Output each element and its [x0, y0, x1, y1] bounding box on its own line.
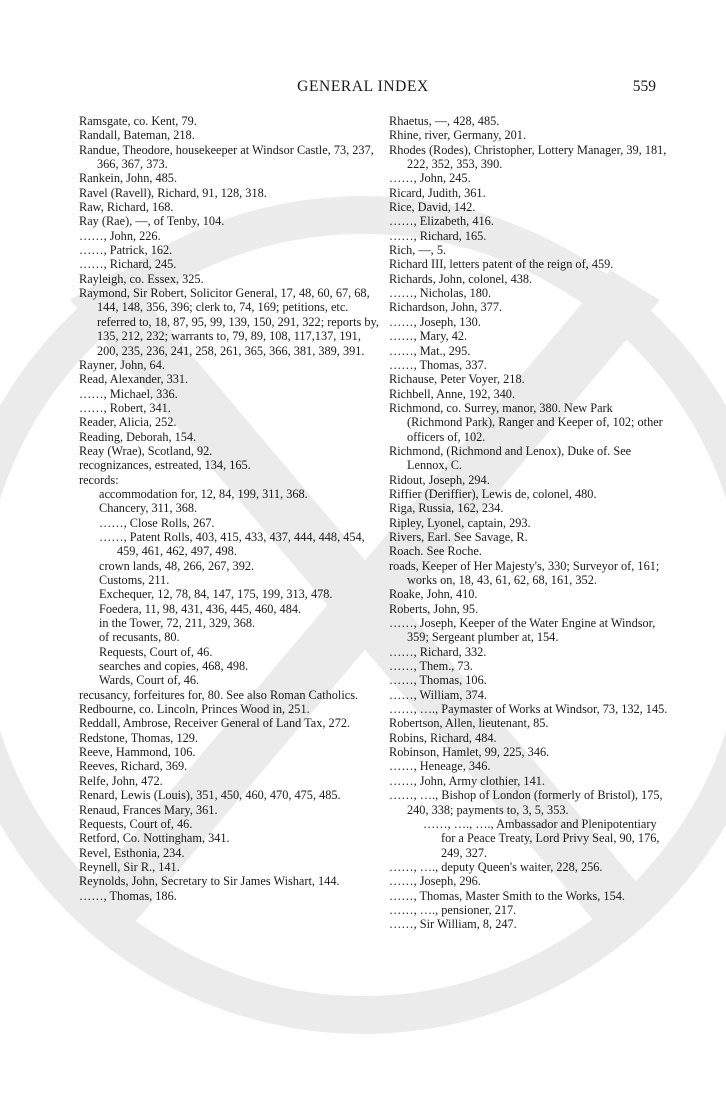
index-entry: Ridout, Joseph, 294. — [389, 472, 490, 487]
index-entry: ……, Joseph, Keeper of the Water Engine at Windsor, 359; Sergeant plumber at, 154. — [389, 616, 656, 645]
index-entry: Reynell, Sir R., 141. — [79, 859, 180, 874]
index-entry: Ripley, Lyonel, captain, 293. — [389, 515, 531, 530]
index-entry: Robinson, Hamlet, 99, 225, 346. — [389, 745, 550, 760]
index-entry: ……, …., Bishop of London (formerly of Bristol), 175, 240, 338; payments to, 3, 5, 353. — [389, 788, 663, 817]
page-number: 559 — [632, 78, 656, 95]
index-entry: Richards, John, colonel, 438. — [389, 271, 533, 286]
index-entry: searches and copies, 468, 498. — [99, 659, 249, 674]
index-entry: Rivers, Earl. See Savage, R. — [389, 529, 528, 544]
index-entry: Robins, Richard, 484. — [389, 730, 497, 745]
index-entry: Roake, John, 410. — [389, 587, 478, 602]
index-entry: Robertson, Allen, lieutenant, 85. — [389, 716, 549, 731]
index-entry: ……, …., deputy Queen's waiter, 228, 256. — [389, 859, 603, 874]
index-entry: Rankein, John, 485. — [79, 171, 178, 186]
index-entry: recusancy, forfeitures for, 80. See also Roman Catholics. — [79, 687, 359, 702]
index-entry: Reynolds, John, Secretary to Sir James Wishart, 144. — [79, 874, 340, 889]
index-entry: Rice, David, 142. — [389, 200, 476, 215]
index-entry: ……, William, 374. — [389, 687, 487, 702]
page-header — [0, 78, 726, 102]
index-entry: Relfe, John, 472. — [79, 773, 163, 788]
index-entry: ……, Sir William, 8, 247. — [389, 917, 517, 932]
index-entry: ……, John, Army clothier, 141. — [389, 773, 545, 788]
index-entry: Chancery, 311, 368. — [99, 501, 198, 516]
index-entry: in the Tower, 72, 211, 329, 368. — [99, 616, 256, 631]
index-entry: Reddall, Ambrose, Receiver General of Land Tax, 272. — [79, 716, 351, 731]
index-entry: Rich, —, 5. — [389, 243, 447, 258]
index-entry: ……, Thomas, Master Smith to the Works, 154. — [389, 888, 625, 903]
index-entry: ……, …., …., Ambassador and Plenipotentiary for a Peace Treaty, Lord Privy Seal, 90, 176, 249, 327. — [423, 816, 660, 860]
index-entry: records: — [79, 472, 119, 487]
index-entry: Renaud, Frances Mary, 361. — [79, 802, 218, 817]
index-entry: ……, Patrick, 162. — [79, 243, 173, 258]
index-entry: Roberts, John, 95. — [389, 601, 479, 616]
index-entry: ……, Richard, 245. — [79, 257, 177, 272]
index-entry: Ravel (Ravell), Richard, 91, 128, 318. — [79, 185, 267, 200]
index-entry: Randue, Theodore, housekeeper at Windsor Castle, 73, 237, 366, 367, 373. — [79, 142, 374, 172]
index-entry: Reeve, Hammond, 106. — [79, 745, 196, 760]
index-entry: Riga, Russia, 162, 234. — [389, 501, 504, 516]
index-entry: ……, Mary, 42. — [389, 329, 468, 344]
index-entry: Raymond, Sir Robert, Solicitor General, 17, 48, 60, 67, 68, 144, 148, 356, 396; clerk to, 74, 169; petitions, etc. referred to, 18, 87, 95, 99, 139, 150, 291, 322; reports by, 135, 212, 232; warrants to, 79, 89, 108, 117,137, 191, 200, 235, 236, 241, 258, 261, 365, 366, 381, 389, 391. — [79, 286, 379, 358]
index-entry: Richard III, letters patent of the reign of, 459. — [389, 257, 614, 272]
index-entry: Redstone, Thomas, 129. — [79, 730, 198, 745]
index-entry: Richause, Peter Voyer, 218. — [389, 372, 525, 387]
index-entry: recognizances, estreated, 134, 165. — [79, 458, 251, 473]
index-entry: crown lands, 48, 266, 267, 392. — [99, 558, 255, 573]
index-entry: Retford, Co. Nottingham, 341. — [79, 831, 230, 846]
index-entry: ……, Mat., 295. — [389, 343, 471, 358]
index-entry: ……, John, 226. — [79, 228, 161, 243]
index-entry: Riffier (Deriffier), Lewis de, colonel, 480. — [389, 486, 597, 501]
index-entry: ……, Joseph, 130. — [389, 314, 481, 329]
index-entry: Requests, Court of, 46. — [79, 816, 193, 831]
index-entry: Rhine, river, Germany, 201. — [389, 128, 527, 143]
index-entry: ……, …., Paymaster of Works at Windsor, 73, 132, 145. — [389, 702, 668, 717]
index-entry: Read, Alexander, 331. — [79, 372, 189, 387]
index-entry: Raw, Richard, 168. — [79, 200, 174, 215]
index-entry: ……, Thomas, 186. — [79, 888, 177, 903]
index-entry: Customs, 211. — [99, 573, 170, 587]
index-entry: ……, Richard, 332. — [389, 644, 487, 659]
index-entry: Reeves, Richard, 369. — [79, 759, 188, 774]
index-entry: Revel, Esthonia, 234. — [79, 845, 185, 860]
index-entry: Wards, Court of, 46. — [99, 673, 200, 688]
index-entry: ……, Close Rolls, 267. — [99, 515, 215, 530]
index-entry: Ramsgate, co. Kent, 79. — [79, 114, 197, 128]
index-entry: Rayner, John, 64. — [79, 357, 165, 372]
index-entry: ……, Heneage, 346. — [389, 759, 491, 774]
index-entry: Exchequer, 12, 78, 84, 147, 175, 199, 313, 478. — [99, 587, 333, 602]
index-entry: accommodation for, 12, 84, 199, 311, 368. — [99, 486, 308, 501]
index-entry: Rayleigh, co. Essex, 325. — [79, 271, 204, 286]
index-entry: Reading, Deborah, 154. — [79, 429, 197, 444]
page-title: GENERAL INDEX — [297, 78, 429, 95]
index-entry: Redbourne, co. Lincoln, Princes Wood in, 251. — [79, 702, 310, 717]
index-entry: ……, Nicholas, 180. — [389, 286, 492, 301]
index-entry: ……, Michael, 336. — [79, 386, 178, 401]
index-entry: ……, Elizabeth, 416. — [389, 214, 494, 229]
index-entry: Randall, Bateman, 218. — [79, 128, 195, 143]
index-entry: ……, …., pensioner, 217. — [389, 902, 517, 917]
index-entry: Richmond, (Richmond and Lenox), Duke of. See Lennox, C. — [389, 443, 632, 473]
index-entry: ……, Patent Rolls, 403, 415, 433, 437, 444, 448, 454, 459, 461, 462, 497, 498. — [99, 529, 365, 559]
index-entry: Richbell, Anne, 192, 340. — [389, 386, 516, 401]
index-entry: ……, John, 245. — [389, 171, 471, 186]
index-entry: ……, Richard, 165. — [389, 228, 487, 243]
index-entry: roads, Keeper of Her Majesty's, 330; Surveyor of, 161; works on, 18, 43, 61, 62, 68, 161, 352. — [389, 558, 660, 587]
index-entry: ……, Thomas, 106. — [389, 673, 487, 688]
index-entry: Ricard, Judith, 361. — [389, 185, 486, 200]
index-column-right — [389, 114, 671, 932]
index-column-left — [79, 114, 379, 903]
index-entry: Reay (Wrae), Scotland, 92. — [79, 443, 213, 458]
index-entry: Ray (Rae), —, of Tenby, 104. — [79, 214, 225, 229]
index-entry: ……, Them., 73. — [389, 659, 473, 674]
index-entry: Rhaetus, —, 428, 485. — [389, 114, 500, 128]
index-entry: ……, Robert, 341. — [79, 400, 171, 415]
index-entry: Renard, Lewis (Louis), 351, 450, 460, 470, 475, 485. — [79, 788, 341, 803]
index-entry: Richardson, John, 377. — [389, 300, 503, 315]
index-entry: ……, Joseph, 296. — [389, 874, 481, 889]
index-entry: Requests, Court of, 46. — [99, 644, 213, 659]
index-entry: Richmond, co. Surrey, manor, 380. New Park (Richmond Park), Ranger and Keeper of, 102; other officers of, 102. — [389, 400, 663, 444]
index-entry: Foedera, 11, 98, 431, 436, 445, 460, 484. — [99, 601, 302, 616]
index-entry: Roach. See Roche. — [389, 544, 482, 559]
index-entry: of recusants, 80. — [99, 630, 180, 645]
index-entry: Reader, Alicia, 252. — [79, 415, 177, 430]
index-entry: Rhodes (Rodes), Christopher, Lottery Manager, 39, 181, 222, 352, 353, 390. — [389, 142, 667, 172]
index-entry: ……, Thomas, 337. — [389, 357, 487, 372]
